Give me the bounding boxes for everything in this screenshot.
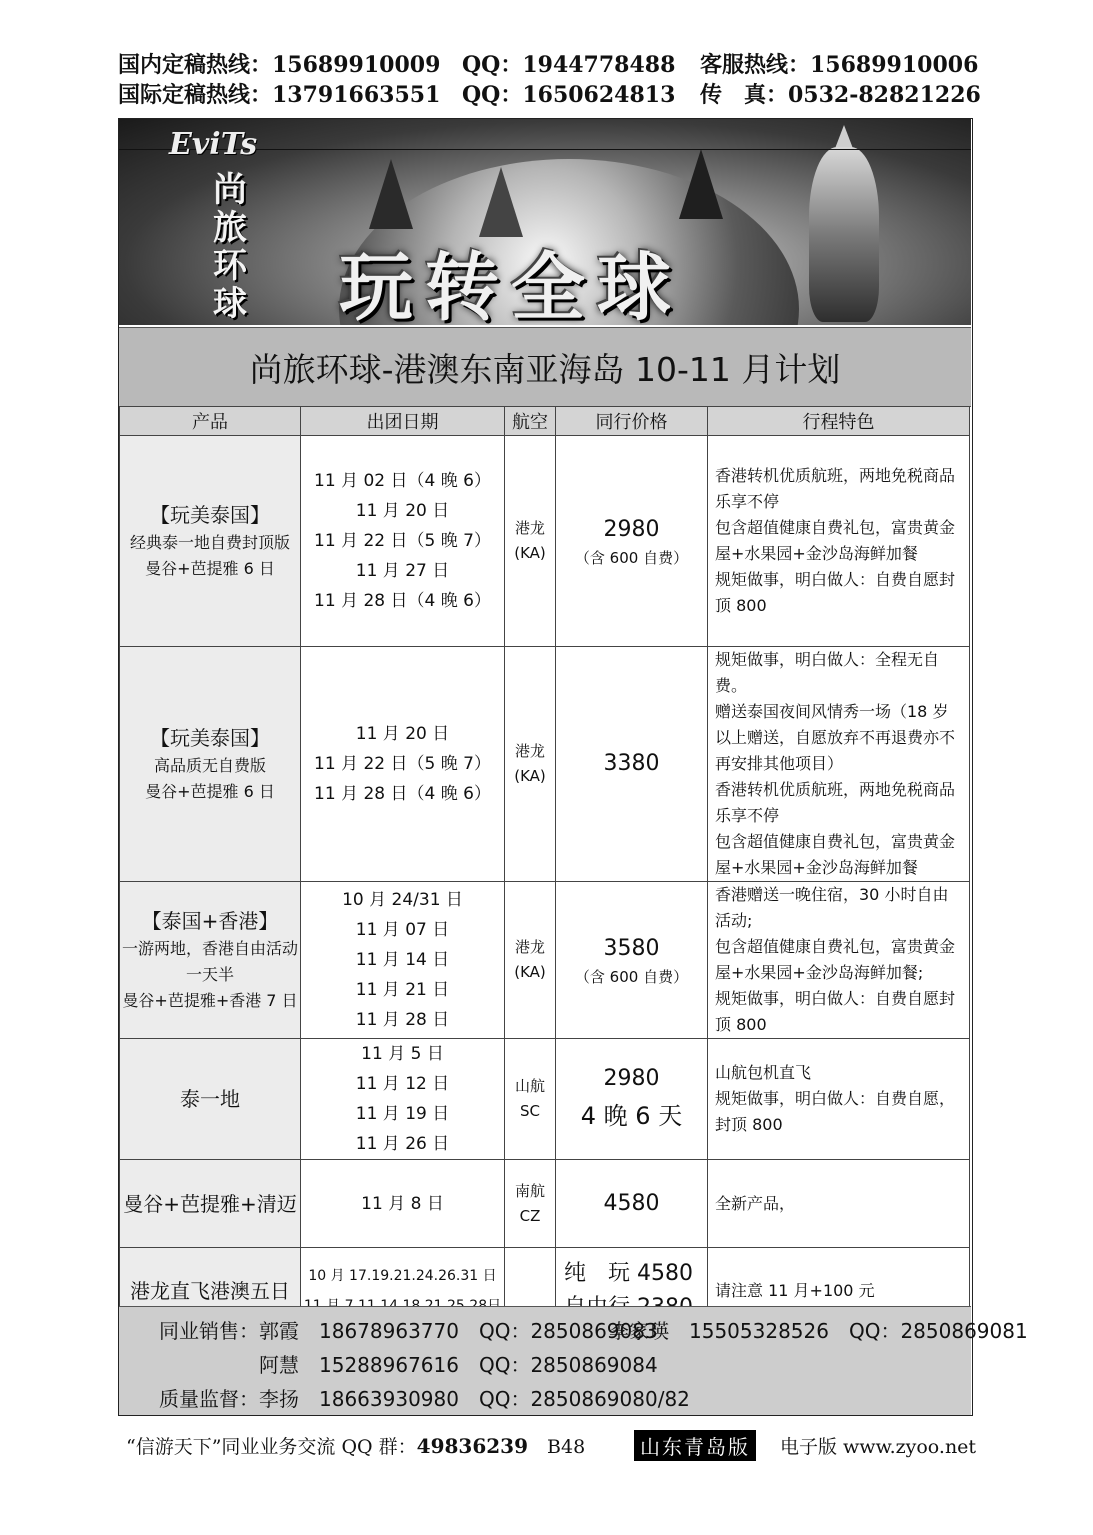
header-airline: 航空: [505, 407, 556, 436]
features-cell: [708, 1160, 970, 1248]
departure-date: 11 月 8 日: [361, 1193, 444, 1214]
feature-item: 包含超值健康自费礼包，富贵黄金屋+水果园+金沙岛海鲜加餐: [715, 518, 956, 563]
product-title: 【玩美泰国】: [150, 503, 270, 527]
qq-group-number: 49836239: [416, 1434, 528, 1458]
airline-code: CZ: [519, 1206, 541, 1225]
temple-icon: [479, 167, 523, 237]
advert-frame: [118, 118, 1028, 1416]
departure-date: 11 月 21 日: [355, 980, 450, 1000]
airline-code: (KA): [514, 544, 546, 562]
airline-name: 港龙: [514, 519, 545, 537]
departure-date: 10 月 24/31 日: [342, 890, 463, 910]
departure-date: 10 月 17.19.21.24.26.31 日: [308, 1268, 497, 1284]
dates-cell: [301, 436, 505, 647]
international-qq: QQ：1650624813: [462, 82, 676, 108]
product-title: 【玩美泰国】: [150, 726, 270, 750]
departure-date: 11 月 19 日: [355, 1104, 450, 1124]
table-row: [120, 1039, 970, 1160]
page-footer: [118, 1426, 978, 1462]
footer-slogan: [126, 1432, 585, 1459]
price-cell: [556, 882, 708, 1039]
product-title: 泰一地: [180, 1087, 240, 1111]
departure-date: 11 月 26 日: [355, 1134, 450, 1154]
airline-code: (KA): [514, 963, 546, 981]
feature-item: 山航包机直飞: [715, 1063, 812, 1082]
airline-cell: [505, 1039, 556, 1160]
product-cell: [120, 1160, 301, 1248]
airline-cell: [505, 882, 556, 1039]
airline-cell: [505, 647, 556, 882]
product-title: 【泰国+香港】: [141, 909, 279, 933]
sales-contact-3: 阿慧 15288967616 QQ：2850869084: [259, 1353, 658, 1377]
sales-label: 同业销售：: [159, 1319, 259, 1343]
airline-name: 港龙: [514, 742, 545, 760]
departure-date: 11 月 22 日（5 晚 7）: [314, 531, 491, 551]
table-row: [120, 436, 970, 647]
table-row: [120, 1160, 970, 1248]
dates-cell: [301, 1039, 505, 1160]
edition-badge: 山东青岛版: [634, 1430, 756, 1461]
departure-date: 11 月 20 日: [355, 724, 450, 744]
banner-image: [119, 119, 971, 325]
departure-date: 11 月 27 日: [355, 561, 450, 581]
airline-cell: [505, 1160, 556, 1248]
departure-date: 11 月 5 日: [361, 1044, 444, 1064]
features-cell: [708, 436, 970, 647]
website-link[interactable]: 电子版 www.zyoo.net: [780, 1436, 977, 1458]
product-cell: [120, 647, 301, 882]
airline-name: 南航: [514, 1181, 545, 1200]
feature-item: 赠送泰国夜间风情秀一场（18 岁以上赠送，自愿放弃不再退费亦不再安排其他项目）: [715, 702, 956, 773]
brand-logo: EviTs: [169, 127, 258, 162]
table-row: [120, 882, 970, 1039]
price-note: 4 晚 6 天: [580, 1102, 683, 1130]
hotline-row-international: [118, 80, 981, 110]
page-number: B48: [547, 1436, 586, 1458]
product-subtitle: 高品质无自费版: [153, 756, 266, 775]
price-cell: [556, 647, 708, 882]
product-title: 曼谷+芭提雅+清迈: [123, 1191, 297, 1216]
hotline-header: [118, 50, 981, 110]
sales-contacts: [119, 1306, 1028, 1415]
hotline-row-domestic: [118, 50, 978, 80]
product-route: 曼谷+芭提雅 6 日: [145, 782, 275, 801]
pagoda-icon: [369, 159, 413, 229]
departure-date: 11 月 07 日: [355, 920, 450, 940]
feature-item: 包含超值健康自费礼包，富贵黄金屋+水果园+金沙岛海鲜加餐: [715, 832, 956, 877]
dates-cell: [301, 1160, 505, 1248]
departure-date: 11 月 28 日（4 晚 6）: [314, 591, 491, 611]
departure-date: 11 月 20 日: [355, 501, 450, 521]
airline-name: 港龙: [514, 938, 545, 956]
table-row: [120, 647, 970, 882]
feature-item: 规矩做事，明白做人：自费自愿，封顶 800: [715, 1089, 956, 1134]
feature-item: 包含超值健康自费礼包，富贵黄金屋+水果园+金沙岛海鲜加餐;: [715, 937, 956, 982]
departure-date: 11 月 12 日: [355, 1074, 450, 1094]
domestic-qq: QQ：1944778488: [462, 52, 676, 78]
features-cell: [708, 882, 970, 1039]
brand-name-vertical: 尚旅环球: [213, 170, 247, 324]
product-cell: [120, 882, 301, 1039]
features-cell: [708, 1039, 970, 1160]
thai-dancer-figure: [809, 147, 879, 322]
features-cell: [708, 647, 970, 882]
header-price: 同行价格: [556, 407, 708, 436]
feature-item: 规矩做事，明白做人：自费自愿封顶 800: [715, 989, 956, 1034]
product-cell: [120, 1039, 301, 1160]
feature-item: 规矩做事，明白做人：自费自愿封顶 800: [715, 570, 956, 615]
price-cell: [556, 1039, 708, 1160]
product-route: 曼谷+芭提雅+香港 7 日: [122, 991, 298, 1010]
product-cell: [120, 436, 301, 647]
feature-item: 香港转机优质航班，两地免税商品乐享不停: [715, 466, 956, 511]
feature-item: 香港赠送一晚住宿，30 小时自由活动;: [715, 885, 949, 930]
price-value: 2980: [603, 517, 660, 542]
header-features: 行程特色: [708, 407, 970, 436]
header-product: 产品: [120, 407, 301, 436]
departure-date: 11 月 28 日: [355, 1010, 450, 1030]
product-subtitle: 经典泰一地自费封顶版: [129, 533, 290, 552]
price-value: 2980: [603, 1066, 660, 1091]
service-hotline: 客服热线：15689910006: [700, 52, 979, 78]
departure-date: 11 月 22 日（5 晚 7）: [314, 754, 491, 774]
airline-cell: [505, 436, 556, 647]
sales-contact-1: 郭霞 18678963770 QQ：2850869083: [259, 1319, 658, 1343]
tower-icon: [679, 149, 723, 219]
price-note: （含 600 自费）: [574, 549, 689, 567]
price-value: 3380: [603, 751, 660, 776]
feature-item: 规矩做事，明白做人：全程无自费。: [715, 650, 940, 695]
international-hotline: 国际定稿热线：13791663551: [118, 82, 441, 108]
dates-cell: [301, 882, 505, 1039]
fax-number: 传 真：0532-82821226: [700, 82, 981, 108]
airline-name: 山航: [514, 1077, 545, 1095]
header-dates: 出团日期: [301, 407, 505, 436]
departure-date: 11 月 02 日（4 晚 6）: [314, 471, 491, 491]
quality-contact: 李扬 18663930980 QQ：2850869080/82: [259, 1387, 690, 1411]
price-value: 纯 玩 4580: [564, 1261, 693, 1286]
feature-item: 香港转机优质航班，两地免税商品乐享不停: [715, 780, 956, 825]
banner-slogan: 玩转全球: [339, 245, 683, 325]
price-value: 3580: [603, 936, 660, 961]
airline-code: (KA): [514, 767, 546, 785]
product-route: 曼谷+芭提雅 6 日: [145, 559, 275, 578]
price-note: （含 600 自费）: [574, 968, 689, 986]
plan-title: 尚旅环球-港澳东南亚海岛 10-11 月计划: [119, 327, 971, 407]
feature-item: 请注意 11 月+100 元: [715, 1281, 875, 1300]
price-cell: [556, 436, 708, 647]
price-cell: [556, 1160, 708, 1248]
price-value: 4580: [603, 1190, 660, 1216]
domestic-hotline: 国内定稿热线：15689910009: [118, 52, 441, 78]
departure-date: 11 月 14 日: [355, 950, 450, 970]
tour-plan-table: [119, 406, 970, 1335]
table-header-row: [120, 407, 970, 436]
quality-label: 质量监督：: [159, 1387, 259, 1411]
product-subtitle: 一游两地，香港自由活动一天半: [121, 939, 298, 984]
departure-date: 11 月 28 日（4 晚 6）: [314, 784, 491, 804]
airline-code: SC: [520, 1102, 540, 1120]
sales-contact-2: 李家瑛 15505328526 QQ：2850869081: [609, 1319, 1028, 1343]
product-title: 港龙直飞港澳五日: [130, 1279, 290, 1303]
dates-cell: [301, 647, 505, 882]
feature-item: 全新产品，: [715, 1193, 796, 1213]
footer-slogan-text: “信游天下”同业业务交流 QQ 群：: [126, 1436, 417, 1458]
